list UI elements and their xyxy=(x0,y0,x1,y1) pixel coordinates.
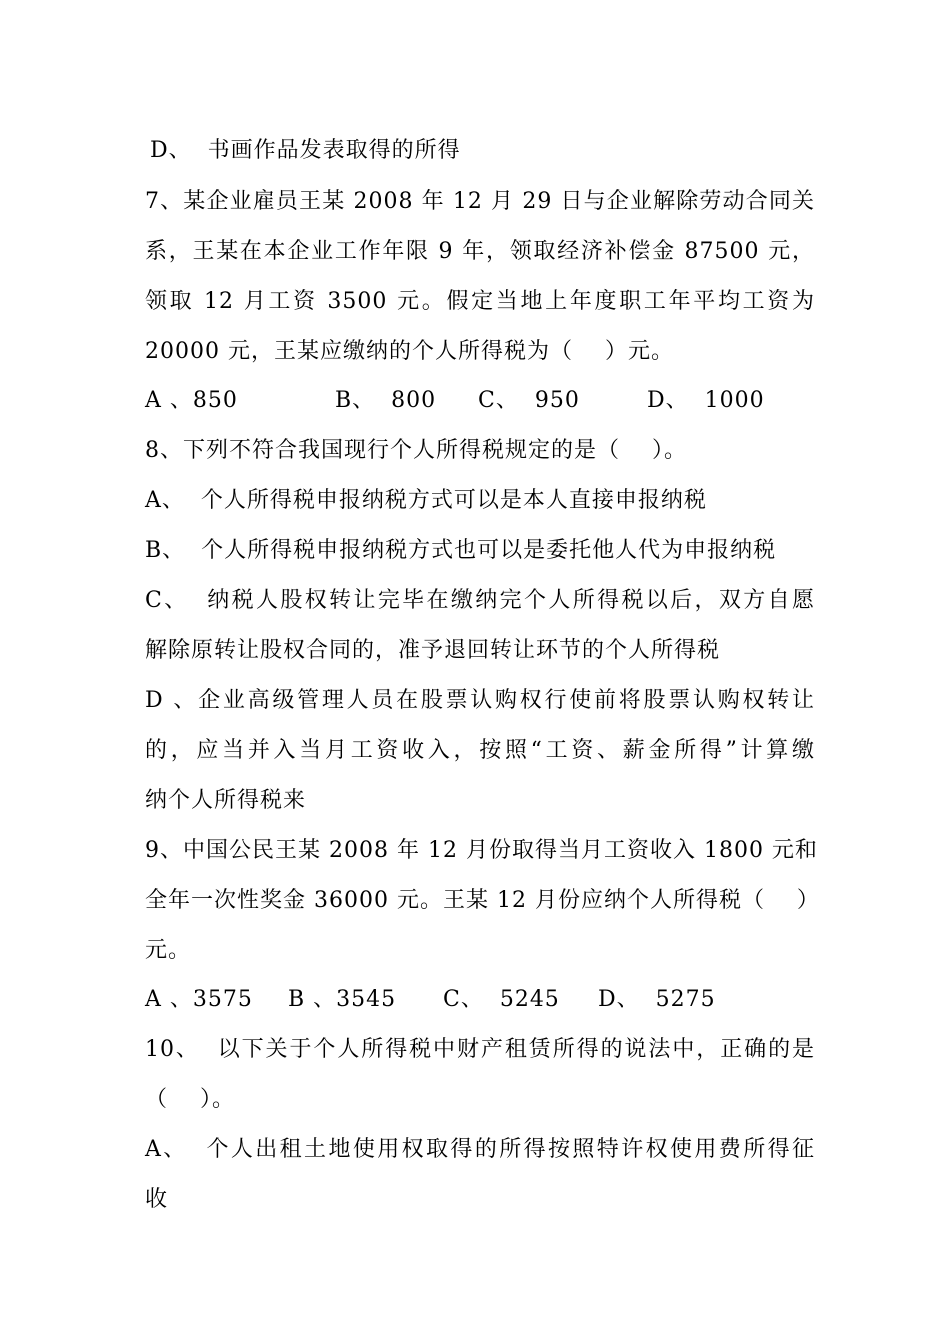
question-7-line-4: 20000 元，王某应缴纳的个人所得税为（ ）元。 xyxy=(145,339,674,364)
option-c-q8-line-1: C、 纳税人股权转让完毕在缴纳完个人所得税以后，双方自愿 xyxy=(145,588,815,613)
option-d-q9: D、 5275 xyxy=(598,987,716,1012)
option-c-q7: C、 950 xyxy=(478,388,580,413)
option-d-q7: D、 1000 xyxy=(647,388,765,413)
option-a-q8: A、 个人所得税申报纳税方式可以是本人直接申报纳税 xyxy=(145,488,707,513)
question-7-line-3: 领取 12 月工资 3500 元。假定当地上年度职工年平均工资为 xyxy=(145,289,815,314)
option-c-q9: C、 5245 xyxy=(443,987,560,1012)
question-10-line-2: （ ）。 xyxy=(145,1087,235,1112)
question-7-line-1: 7、某企业雇员王某 2008 年 12 月 29 日与企业解除劳动合同关 xyxy=(145,189,815,214)
question-10-line-1: 10、 以下关于个人所得税中财产租赁所得的说法中，正确的是 xyxy=(145,1037,815,1062)
question-9-line-2: 全年一次性奖金 36000 元。王某 12 月份应纳个人所得税（ ） xyxy=(145,888,820,913)
option-b-q7: B、 800 xyxy=(335,388,437,413)
question-9-line-1: 9、中国公民王某 2008 年 12 月份取得当月工资收入 1800 元和 xyxy=(145,838,818,863)
option-a-q10-line-2: 收 xyxy=(145,1187,169,1212)
question-9-line-3: 元。 xyxy=(145,938,192,963)
option-a-q9: A 、3575 xyxy=(145,987,253,1012)
option-c-q8-line-2: 解除原转让股权合同的，准予退回转让环节的个人所得税 xyxy=(145,638,721,663)
option-d-q8-line-1: D 、企业高级管理人员在股票认购权行使前将股票认购权转让 xyxy=(145,688,815,713)
question-7-line-2: 系，王某在本企业工作年限 9 年，领取经济补偿金 87500 元， xyxy=(145,239,815,264)
option-d-q6: D、 书画作品发表取得的所得 xyxy=(150,138,461,163)
option-b-q8: B、 个人所得税申报纳税方式也可以是委托他人代为申报纳税 xyxy=(145,538,777,563)
option-a-q7: A 、850 xyxy=(145,388,238,413)
option-d-q8-line-3: 纳个人所得税来 xyxy=(145,788,307,813)
option-b-q9: B 、3545 xyxy=(288,987,397,1012)
question-8-line-1: 8、下列不符合我国现行个人所得税规定的是（ ）。 xyxy=(145,438,687,463)
option-d-q8-line-2: 的，应当并入当月工资收入，按照“工资、薪金所得”计算缴 xyxy=(145,738,815,763)
option-a-q10-line-1: A、 个人出租土地使用权取得的所得按照特许权使用费所得征 xyxy=(145,1137,815,1162)
